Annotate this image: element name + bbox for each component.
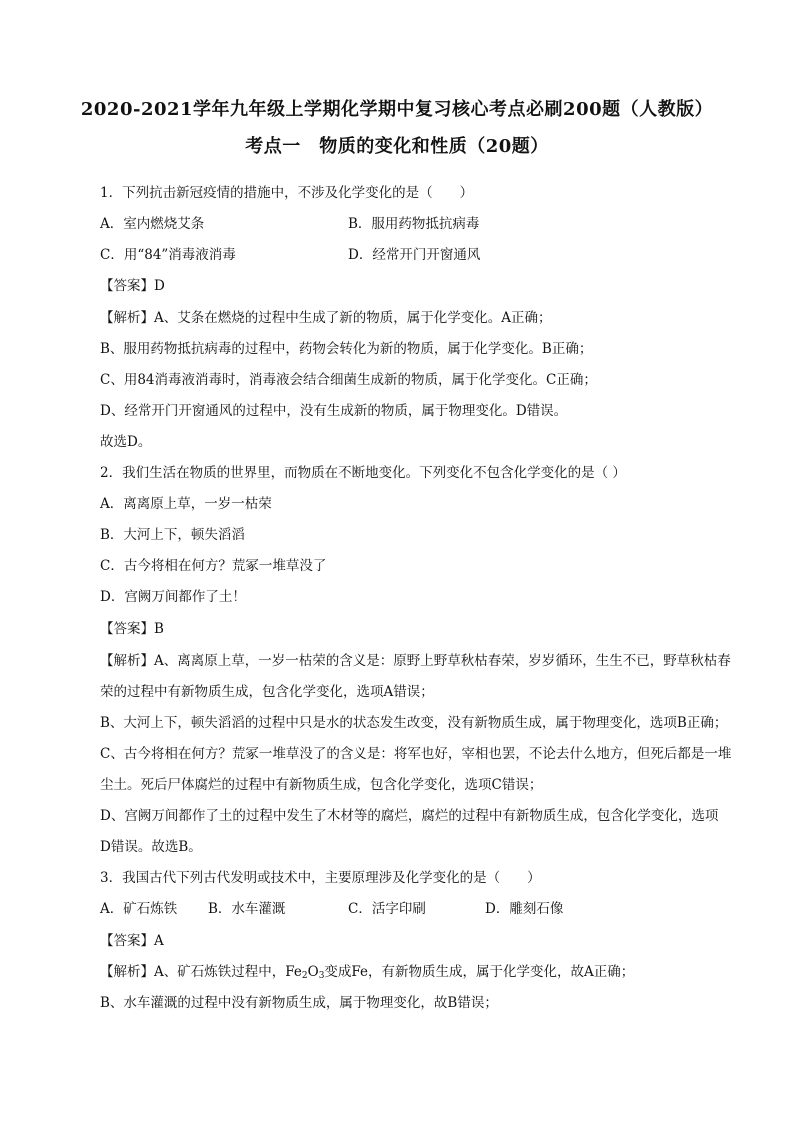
question-2-option-d: D．宫阙万间都作了土！ <box>100 589 246 605</box>
question-2-answer: 【答案】B <box>100 621 164 637</box>
question-1-analysis-line: D、经常开门开窗通风的过程中，没有生成新的物质，属于物理变化。D错误。 <box>100 403 568 419</box>
question-1-option-d: D．经常开门开窗通风 <box>348 247 481 263</box>
question-2-analysis-line: B、大河上下，顿失滔滔的过程中只是水的状态发生改变，没有新物质生成，属于物理变化，选项B正确； <box>100 715 728 731</box>
question-1-option-b: B．服用药物抵抗病毒 <box>348 216 480 232</box>
question-1-stem: 1．下列抗击新冠疫情的措施中，不涉及化学变化的是（ ） <box>100 185 474 201</box>
question-2-analysis-line: 【解析】A、离离原上草，一岁一枯荣的含义是：原野上野草秋枯春荣，岁岁循环，生生不已，野草秋枯春 <box>100 653 731 669</box>
question-1-analysis-line: C、用84消毒液消毒时，消毒液会结合细菌生成新的物质，属于化学变化。C正确； <box>100 372 597 388</box>
question-2-option-c: C．古今将相在何方？荒冢一堆草没了 <box>100 558 327 574</box>
question-3-option-b: B．水车灌溉 <box>208 901 286 917</box>
question-3-analysis-line <box>100 962 730 986</box>
question-2-analysis-line: 尘土。死后尸体腐烂的过程中有新物质生成，包含化学变化，选项C错误； <box>100 777 543 793</box>
question-1-option-c: C．用“84”消毒液消毒 <box>100 247 236 263</box>
question-3-option-c: C．活字印刷 <box>348 901 426 917</box>
question-1-options-row-2 <box>100 245 730 265</box>
question-1-analysis-line: 故选D。 <box>100 434 152 450</box>
question-3-answer: 【答案】A <box>100 933 164 949</box>
question-2-analysis-line: C、古今将相在何方？荒冢一堆草没了的含义是：将军也好，宰相也罢，不论去什么地方，但死后都是一堆 <box>100 746 732 762</box>
question-2-option-a: A．离离原上草，一岁一枯荣 <box>100 496 272 512</box>
analysis-text-part: 变成Fe，有新物质生成，属于化学变化，故A正确； <box>324 964 635 980</box>
question-3-analysis-line: B、水车灌溉的过程中没有新物质生成，属于物理变化，故B错误； <box>100 995 498 1011</box>
subscript: 3 <box>318 971 325 981</box>
question-2-option-b: B．大河上下，顿失滔滔 <box>100 527 245 543</box>
question-2-analysis-line: 荣的过程中有新物质生成，包含化学变化，选项A错误； <box>100 684 434 700</box>
analysis-text-part: O <box>307 964 319 980</box>
question-1-answer: 【答案】D <box>100 278 165 294</box>
question-3-option-a: A．矿石炼铁 <box>100 901 178 917</box>
question-1-option-a: A．室内燃烧艾条 <box>100 216 205 232</box>
document-title: 2020-2021学年九年级上学期化学期中复习核心考点必刷200题（人教版） <box>80 99 714 120</box>
analysis-text-part: 【解析】A、矿石炼铁过程中，Fe <box>100 964 302 980</box>
question-1-options-row-1 <box>100 214 730 234</box>
section-title: 考点一 物质的变化和性质（20题） <box>245 136 549 157</box>
question-3-stem: 3．我国古代下列古代发明或技术中，主要原理涉及化学变化的是（ ） <box>100 870 541 886</box>
question-3-option-d: D．雕刻石像 <box>485 901 564 917</box>
subscript: 2 <box>301 971 308 981</box>
question-1-analysis-line: 【解析】A、艾条在燃烧的过程中生成了新的物质，属于化学变化。A正确； <box>100 310 552 326</box>
question-2-analysis-line: D、宫阙万间都作了土的过程中发生了木材等的腐烂，腐烂的过程中有新物质生成，包含化学变化，选项 <box>100 808 719 824</box>
question-1-analysis-line: B、服用药物抵抗病毒的过程中，药物会转化为新的物质，属于化学变化。B正确； <box>100 341 593 357</box>
question-2-stem: 2．我们生活在物质的世界里，而物质在不断地变化。下列变化不包含化学变化的是（ ） <box>100 465 626 481</box>
question-2-analysis-line: D错误。故选B。 <box>100 839 202 855</box>
